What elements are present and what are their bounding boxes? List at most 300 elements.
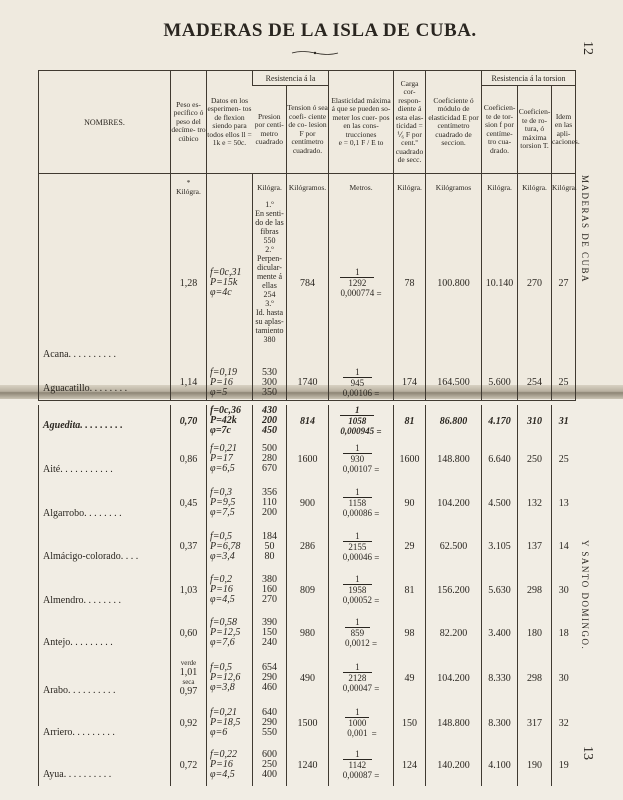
table-row xyxy=(39,702,576,744)
datos-line: P=12,6 xyxy=(210,672,241,683)
tension-cell: 784 xyxy=(287,200,329,366)
presion-line: 290 xyxy=(262,672,277,683)
rotura-cell: 254 xyxy=(518,366,552,400)
datos-line: f=0,5 xyxy=(210,530,233,542)
elasticity-fraction xyxy=(343,574,372,605)
table-row xyxy=(39,481,576,525)
col-header-peso: Peso es- pecífico ó peso del decíme- tro cúbico xyxy=(171,71,207,174)
presion-cell xyxy=(253,525,287,568)
ornament-icon xyxy=(290,50,340,56)
coef-f-cell: 6.640 xyxy=(482,437,518,481)
presion-line: 300 xyxy=(262,376,277,388)
datos-cell xyxy=(207,612,253,654)
tension-cell: 490 xyxy=(287,654,329,702)
elasticity-cell xyxy=(329,654,394,702)
peso-note: 0,97 xyxy=(179,686,198,697)
side-running-text-bottom: Y SANTO DOMINGO. xyxy=(580,540,590,651)
datos-line: φ=7,6 xyxy=(210,637,235,648)
elasticity-decimal: 0,00107 xyxy=(342,464,372,474)
elasticity-fraction xyxy=(343,531,372,562)
presion-line: 430 xyxy=(262,405,277,416)
datos-cell xyxy=(207,525,253,568)
equals-sign: = xyxy=(371,770,380,781)
unit-cell: Kilógra. xyxy=(518,174,552,201)
carga-cell: 49 xyxy=(394,654,426,702)
page-number-top: 12 xyxy=(580,41,595,55)
equals-sign: = xyxy=(374,426,382,437)
carga-cell: 81 xyxy=(394,405,426,437)
presion-line: 670 xyxy=(262,463,277,474)
coef-e-cell: 148.800 xyxy=(426,702,482,744)
coef-f-cell: 5.630 xyxy=(482,568,518,612)
presion-line: 280 xyxy=(262,453,277,464)
elasticity-cell xyxy=(329,744,394,786)
presion-cell xyxy=(253,437,287,481)
elasticity-decimal: 0,00046 xyxy=(342,551,372,562)
col-header-datos: Datos en los esperimen- tos de flexion siendo para todos ellos ll = 1k e = 50c. xyxy=(207,71,253,174)
elasticity-fraction xyxy=(340,405,374,436)
elasticity-cell xyxy=(329,525,394,568)
tension-cell: 980 xyxy=(287,612,329,654)
carga-cell: 90 xyxy=(394,481,426,525)
page-number-bottom: 13 xyxy=(580,746,595,760)
peso-cell xyxy=(171,200,207,366)
elasticity-denominator: 2128 xyxy=(343,672,372,683)
elasticity-cell xyxy=(329,612,394,654)
unit-cell xyxy=(39,174,171,201)
tension-cell: 809 xyxy=(287,568,329,612)
aplic-cell: 25 xyxy=(552,437,576,481)
col-header-names: NOMBRES. xyxy=(84,117,125,127)
presion-line: 356 xyxy=(262,487,277,498)
elasticity-decimal: 0,00106 xyxy=(342,387,372,398)
elasticity-denominator: 2155 xyxy=(343,541,372,552)
peso-value: 0,70 xyxy=(179,415,198,427)
rotura-cell: 317 xyxy=(518,702,552,744)
col-header-tension: Tension ó sea coefi- ciente de co- lesion F por centímetro cuadrado. xyxy=(287,86,329,174)
presion-line: su aplas- xyxy=(255,317,284,326)
coef-e-cell: 62.500 xyxy=(426,525,482,568)
col-header-elasticity xyxy=(329,71,394,174)
presion-line: tamiento xyxy=(255,326,284,335)
unit-mark: * xyxy=(186,178,191,187)
rotura-cell: 298 xyxy=(518,654,552,702)
elasticity-denominator: 1158 xyxy=(343,497,372,508)
peso-cell xyxy=(171,744,207,786)
presion-line: 150 xyxy=(262,627,277,638)
datos-cell xyxy=(207,654,253,702)
presion-line: 290 xyxy=(262,717,277,728)
elasticity-decimal: 0,00047 xyxy=(342,683,372,693)
peso-value: 0,60 xyxy=(179,627,198,639)
datos-line: φ=3,8 xyxy=(210,682,235,693)
carga-cell: 81 xyxy=(394,568,426,612)
elasticity-denominator: 1058 xyxy=(340,415,374,426)
coef-e-cell: 104.200 xyxy=(426,654,482,702)
coef-e-cell: 82.200 xyxy=(426,612,482,654)
wood-name: Ayua. . . . . . . . . . xyxy=(43,769,112,780)
coef-e-cell: 86.800 xyxy=(426,405,482,437)
table-row xyxy=(39,744,576,786)
elasticity-denominator: 945 xyxy=(343,377,372,388)
datos-line: P=15k xyxy=(210,277,238,288)
unit-cell: Kilógra. xyxy=(552,174,576,201)
unit-cell xyxy=(171,174,207,201)
col-header-coef-e: Coeficiente ó módulo de elasticidad E por centímetro cuadrado de seccion. xyxy=(426,71,482,174)
presion-line: ellas xyxy=(262,281,277,290)
col-header-carga: Carga cor- respon- diente á esta elas- ticidad = ⅟₆ F por cent.º cuadrado de secc. xyxy=(394,71,426,174)
presion-cell xyxy=(253,200,287,366)
presion-line: 550 xyxy=(263,236,276,245)
elasticity-fraction xyxy=(343,749,372,780)
table-row xyxy=(39,568,576,612)
elasticity-denominator: 1958 xyxy=(343,584,372,595)
carga-cell: 29 xyxy=(394,525,426,568)
carga-cell: 174 xyxy=(394,366,426,400)
elasticity-fraction xyxy=(343,367,372,398)
peso-value: 0,37 xyxy=(179,541,198,552)
table-row xyxy=(39,525,576,568)
coef-f-cell: 4.500 xyxy=(482,481,518,525)
elasticity-formula: e = 0,1 F / E to xyxy=(338,138,384,147)
unit-cell: Kilógra. xyxy=(482,174,518,201)
wood-name: Almácigo-colorado. . . . xyxy=(43,551,139,562)
presion-line: Id. hasta xyxy=(255,308,284,317)
equals-sign: = xyxy=(371,508,380,519)
equals-sign: = xyxy=(371,464,380,475)
rotura-cell: 132 xyxy=(518,481,552,525)
table-row xyxy=(39,654,576,702)
elasticity-decimal: 0,00087 xyxy=(342,770,372,780)
col-header-presion: Presion por centí- metro cuadrado xyxy=(254,111,284,146)
elasticity-cell xyxy=(329,366,394,400)
datos-line: P=9,5 xyxy=(210,497,236,508)
timber-table-bottom xyxy=(38,405,576,786)
elasticity-cell xyxy=(329,702,394,744)
datos-line: f=0c,31 xyxy=(210,267,242,278)
datos-line: φ=5 xyxy=(210,386,228,398)
equals-sign: = xyxy=(374,288,382,299)
presion-line: 240 xyxy=(262,637,277,648)
group-header-resist-tors: Resistencia á la torsion xyxy=(482,71,576,86)
datos-cell xyxy=(207,405,253,437)
presion-line: 50 xyxy=(264,540,275,552)
wood-name: Algarrobo. . . . . . . . xyxy=(43,508,122,519)
datos-line: f=0,3 xyxy=(210,487,233,498)
elasticity-denominator: 930 xyxy=(343,453,372,464)
elasticity-numerator: 1 xyxy=(355,617,360,627)
peso-cell xyxy=(171,654,207,702)
elasticity-decimal: 0,000774 xyxy=(340,288,375,298)
coef-f-cell: 4.100 xyxy=(482,744,518,786)
elasticity-fraction xyxy=(340,267,374,298)
col-header-coef-f: Coeficien- te de tor- sion f por centíme- tro cua- drado. xyxy=(482,86,518,174)
equals-sign: = xyxy=(371,388,380,399)
presion-line: 270 xyxy=(262,594,277,605)
presion-line: 254 xyxy=(263,290,276,299)
elasticity-numerator: 1 xyxy=(355,267,360,277)
tension-cell: 1240 xyxy=(287,744,329,786)
coef-f-cell: 8.300 xyxy=(482,702,518,744)
presion-cell xyxy=(253,612,287,654)
coef-f-cell: 4.170 xyxy=(482,405,518,437)
peso-cell xyxy=(171,366,207,400)
peso-value: 1,03 xyxy=(179,584,198,596)
coef-e-cell: 148.800 xyxy=(426,437,482,481)
presion-line: mente á xyxy=(256,272,283,281)
aplic-cell: 14 xyxy=(552,525,576,568)
side-running-text-top: MADERAS DE CUBA xyxy=(580,175,590,284)
datos-line: f=0,58 xyxy=(210,617,238,628)
presion-line: 200 xyxy=(262,507,277,518)
tension-cell: 900 xyxy=(287,481,329,525)
aplic-cell: 30 xyxy=(552,654,576,702)
presion-line: 600 xyxy=(262,749,277,760)
elasticity-fraction xyxy=(345,617,370,648)
aplic-cell: 30 xyxy=(552,568,576,612)
presion-cell xyxy=(253,654,287,702)
elasticity-denominator: 859 xyxy=(345,627,370,638)
tension-cell: 286 xyxy=(287,525,329,568)
unit-cell: Kilógra. xyxy=(253,174,287,201)
wood-name: Aité. . . . . . . . . . . xyxy=(43,464,113,475)
datos-line: φ=7c xyxy=(210,425,231,436)
presion-line: fibras xyxy=(260,227,279,236)
rotura-cell: 250 xyxy=(518,437,552,481)
aplic-cell: 27 xyxy=(552,200,576,366)
wood-name: Arabo. . . . . . . . . . xyxy=(43,685,116,696)
datos-line: φ=6 xyxy=(210,727,228,738)
carga-cell: 98 xyxy=(394,612,426,654)
elasticity-numerator: 1 xyxy=(355,530,360,541)
rotura-cell: 180 xyxy=(518,612,552,654)
presion-line: 200 xyxy=(262,415,277,426)
presion-line: 110 xyxy=(262,497,277,508)
elasticity-decimal: 0,001 xyxy=(347,728,368,738)
elasticity-decimal: 0,00086 xyxy=(342,508,372,518)
peso-cell xyxy=(171,612,207,654)
datos-line: P=18,5 xyxy=(210,717,241,728)
datos-line: P=16 xyxy=(210,759,233,770)
elasticity-fraction xyxy=(345,707,369,738)
datos-line: φ=6,5 xyxy=(210,463,235,474)
elasticity-denominator: 1000 xyxy=(345,717,369,728)
peso-cell xyxy=(171,405,207,437)
unit-cell: Kilógra. xyxy=(394,174,426,201)
datos-cell xyxy=(207,702,253,744)
tension-cell: 1600 xyxy=(287,437,329,481)
rotura-cell: 137 xyxy=(518,525,552,568)
carga-cell: 1600 xyxy=(394,437,426,481)
presion-line: 450 xyxy=(262,425,277,436)
coef-f-cell: 8.330 xyxy=(482,654,518,702)
peso-value: 0,45 xyxy=(179,497,198,509)
presion-line: 250 xyxy=(262,759,277,770)
elasticity-numerator: 1 xyxy=(355,662,360,672)
equals-sign: = xyxy=(369,728,377,739)
peso-value: 0,92 xyxy=(179,717,198,729)
presion-line: dicular- xyxy=(257,263,282,272)
unit-cell xyxy=(207,174,253,201)
aplic-cell: 32 xyxy=(552,702,576,744)
peso-cell xyxy=(171,437,207,481)
presion-line: 1.º xyxy=(265,200,274,209)
table-body-bottom xyxy=(39,405,576,786)
col-header-aplic: Idem en las apli- caciones. xyxy=(552,86,576,174)
datos-line: P=16 xyxy=(210,584,233,595)
aplic-cell: 18 xyxy=(552,612,576,654)
presion-line: 654 xyxy=(262,662,277,673)
unit-cell: Kilógramos. xyxy=(287,174,329,201)
peso-note: verde xyxy=(180,659,197,667)
datos-line: P=42k xyxy=(210,415,237,426)
datos-cell xyxy=(207,568,253,612)
elasticity-cell xyxy=(329,437,394,481)
equals-sign: = xyxy=(371,552,380,563)
presion-line: 350 xyxy=(262,386,277,398)
wood-name: Aguedita. . . . . . . . . xyxy=(43,420,123,431)
datos-line: P=17 xyxy=(210,453,233,464)
datos-line: f=0,22 xyxy=(210,749,238,760)
datos-line: φ=4,5 xyxy=(210,769,235,780)
rotura-cell: 270 xyxy=(518,200,552,366)
coef-e-cell: 156.200 xyxy=(426,568,482,612)
carga-cell: 150 xyxy=(394,702,426,744)
aplic-cell: 19 xyxy=(552,744,576,786)
elasticity-fraction xyxy=(343,487,372,518)
peso-cell xyxy=(171,702,207,744)
elasticity-fraction xyxy=(343,662,372,693)
datos-cell xyxy=(207,481,253,525)
elasticity-numerator: 1 xyxy=(355,574,360,584)
datos-line: f=0c,36 xyxy=(210,405,241,416)
datos-line: f=0,21 xyxy=(210,707,238,718)
datos-cell xyxy=(207,744,253,786)
presion-line: 530 xyxy=(262,366,277,378)
wood-name: Antejo. . . . . . . . . xyxy=(43,637,113,648)
elasticity-numerator: 1 xyxy=(355,749,360,759)
elasticity-denominator: 1292 xyxy=(340,277,374,288)
equals-sign: = xyxy=(371,595,380,606)
tension-cell: 1500 xyxy=(287,702,329,744)
elasticity-numerator: 1 xyxy=(355,487,360,497)
peso-cell xyxy=(171,481,207,525)
presion-line: Perpen- xyxy=(257,254,282,263)
elasticity-cell xyxy=(329,200,394,366)
presion-cell xyxy=(253,568,287,612)
rotura-cell: 310 xyxy=(518,405,552,437)
aplic-cell: 13 xyxy=(552,481,576,525)
table-row xyxy=(39,612,576,654)
presion-line: 550 xyxy=(262,727,277,738)
datos-line: φ=4,5 xyxy=(210,594,235,605)
datos-line: φ=3,4 xyxy=(210,550,235,562)
datos-line: P=12,5 xyxy=(210,627,241,638)
page-title: MADERAS DE LA ISLA DE CUBA. xyxy=(163,20,477,41)
peso-cell xyxy=(171,568,207,612)
peso-value: 0,72 xyxy=(179,759,198,771)
equals-sign: = xyxy=(369,638,378,649)
unit-cell: Kilógramos xyxy=(426,174,482,201)
table-body-top xyxy=(39,200,576,400)
unit-text: Kilógra. xyxy=(176,187,201,196)
datos-line: φ=4c xyxy=(210,287,232,298)
peso-value: 1,28 xyxy=(179,277,198,289)
coef-f-cell: 3.105 xyxy=(482,525,518,568)
presion-line: do de las xyxy=(255,218,284,227)
elasticity-numerator: 1 xyxy=(355,443,360,453)
presion-line: 184 xyxy=(262,530,277,542)
coef-e-cell: 140.200 xyxy=(426,744,482,786)
tension-cell: 1740 xyxy=(287,366,329,400)
presion-cell xyxy=(253,366,287,400)
presion-cell xyxy=(253,405,287,437)
elasticity-numerator: 1 xyxy=(355,707,360,717)
coef-e-cell: 100.800 xyxy=(426,200,482,366)
presion-line: 460 xyxy=(262,682,277,693)
peso-value: 1,14 xyxy=(179,377,198,389)
datos-line: P=6,78 xyxy=(210,540,241,552)
presion-line: 160 xyxy=(262,584,277,595)
datos-line: f=0,21 xyxy=(210,443,238,454)
presion-line: 640 xyxy=(262,707,277,718)
aplic-cell: 25 xyxy=(552,366,576,400)
datos-line: P=16 xyxy=(210,376,233,388)
presion-line: 2.º xyxy=(265,245,274,254)
elasticity-decimal: 0,0012 xyxy=(344,638,370,648)
wood-name: Arriero. . . . . . . . . xyxy=(43,727,115,738)
datos-line: φ=7,5 xyxy=(210,507,235,518)
presion-line: 500 xyxy=(262,443,277,454)
peso-value: 0,86 xyxy=(179,453,198,465)
group-header-resist-comp: Resistencia á la xyxy=(253,71,329,86)
tension-cell: 814 xyxy=(287,405,329,437)
presion-line: 80 xyxy=(264,550,275,562)
table-row xyxy=(39,405,576,437)
coef-e-cell: 164.500 xyxy=(426,366,482,400)
presion-line: 380 xyxy=(263,335,276,344)
wood-name: Aguacatillo. . . . . . . . xyxy=(43,382,128,394)
table-row xyxy=(39,200,576,366)
presion-cell xyxy=(253,744,287,786)
peso-cell xyxy=(171,525,207,568)
elasticity-denominator: 1142 xyxy=(343,759,372,770)
coef-f-cell: 3.400 xyxy=(482,612,518,654)
wood-name: Almendro. . . . . . . . xyxy=(43,595,122,606)
datos-cell xyxy=(207,200,253,366)
carga-cell: 78 xyxy=(394,200,426,366)
col-header-elasticity-text: Elasticidad máxima á que se pueden so- meter los cuer- pos en las cons- trucciones xyxy=(331,95,391,139)
elasticity-cell xyxy=(329,568,394,612)
elasticity-numerator: 1 xyxy=(355,366,360,377)
presion-line: 3.º xyxy=(265,299,274,308)
presion-line: 400 xyxy=(262,769,277,780)
datos-cell xyxy=(207,366,253,400)
datos-line: f=0,2 xyxy=(210,574,233,585)
aplic-cell: 31 xyxy=(552,405,576,437)
peso-note: seca xyxy=(182,678,195,686)
coef-f-cell: 5.600 xyxy=(482,366,518,400)
coef-e-cell: 104.200 xyxy=(426,481,482,525)
presion-cell xyxy=(253,702,287,744)
coef-f-cell: 10.140 xyxy=(482,200,518,366)
rotura-cell: 190 xyxy=(518,744,552,786)
elasticity-fraction xyxy=(343,443,372,474)
timber-table-top xyxy=(38,70,580,401)
table-row xyxy=(39,366,576,400)
datos-cell xyxy=(207,437,253,481)
datos-line: f=0,19 xyxy=(210,366,238,378)
